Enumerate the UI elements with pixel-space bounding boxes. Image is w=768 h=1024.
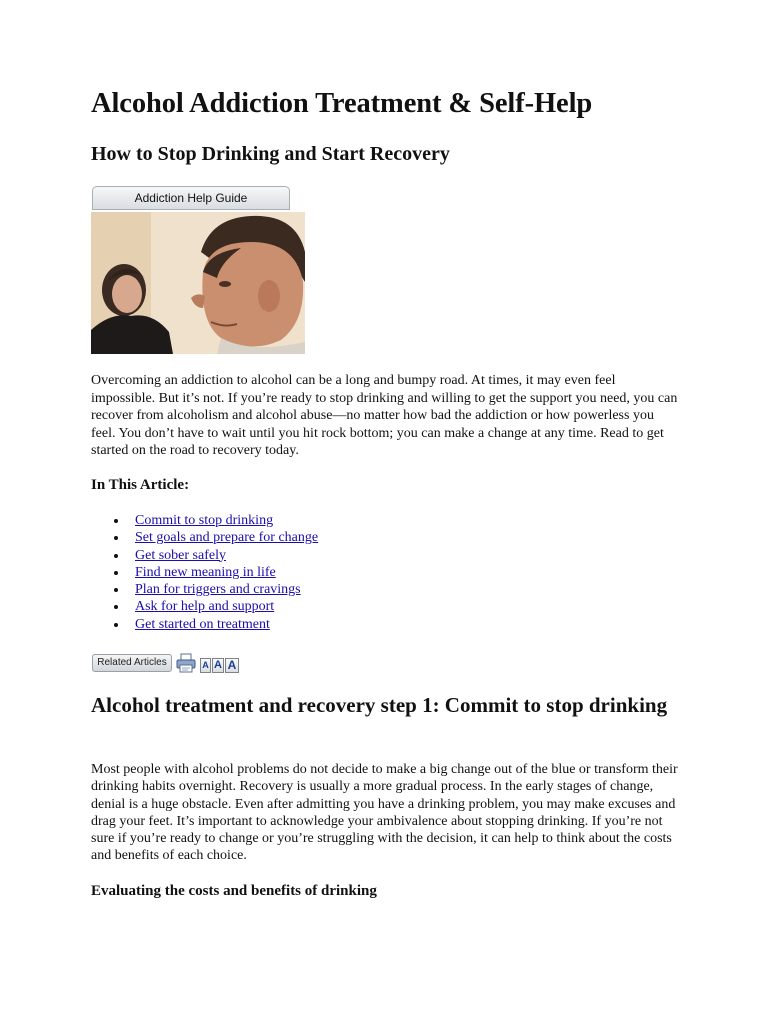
guide-tab[interactable]: Addiction Help Guide bbox=[92, 186, 290, 210]
list-item bbox=[91, 616, 318, 633]
costs-benefits-heading: Evaluating the costs and benefits of drinking bbox=[91, 883, 377, 899]
printer-icon[interactable] bbox=[175, 653, 197, 673]
list-item bbox=[91, 581, 318, 598]
article-toolbar bbox=[91, 653, 251, 675]
page-title: Alcohol Addiction Treatment & Self-Help bbox=[91, 88, 593, 119]
toc-link-sober[interactable]: Get sober safely bbox=[135, 547, 226, 563]
step1-paragraph: Most people with alcohol problems do not decide to make a big change out of the blue or transform their drinking habits overnight. Recovery is usually a more gradual process. In the early stages of change, denial is a huge obstacle. Even after admitting you have a drinking problem, you may make excuses and drag your feet. It’s important to acknowledge your ambivalence about stopping drinking. If you’re not sure if you’re ready to change or you’re struggling with the decision, it can help to think about the costs and benefits of each choice. bbox=[91, 762, 678, 864]
list-item bbox=[91, 547, 318, 564]
article-photo bbox=[91, 212, 305, 354]
related-articles-button[interactable]: Related Articles bbox=[92, 654, 172, 672]
toc-link-goals[interactable]: Set goals and prepare for change bbox=[135, 530, 319, 546]
list-item bbox=[91, 512, 318, 529]
toc-link-support[interactable]: Ask for help and support bbox=[135, 599, 275, 615]
intro-paragraph: Overcoming an addiction to alcohol can be a long and bumpy road. At times, it may even feel impossible. But it’s not. If you’re ready to stop drinking and willing to get the support you need, you can recover from alcoholism and alcohol abuse—no matter how bad the addiction or how powerless you feel. You don’t have to wait until you hit rock bottom; you can make a change at any time. Read to get started on the road to recovery today. bbox=[91, 373, 678, 458]
text-size-medium-button[interactable]: A bbox=[212, 658, 224, 673]
list-item bbox=[91, 564, 318, 581]
text-size-small-button[interactable]: A bbox=[200, 658, 211, 673]
toc-link-triggers[interactable]: Plan for triggers and cravings bbox=[135, 582, 301, 598]
text-size-large-button[interactable]: A bbox=[225, 658, 239, 673]
page-subtitle: How to Stop Drinking and Start Recovery bbox=[91, 143, 450, 165]
step1-heading: Alcohol treatment and recovery step 1: Commit to stop drinking bbox=[91, 693, 668, 717]
toc-link-meaning[interactable]: Find new meaning in life bbox=[135, 564, 276, 580]
list-item bbox=[91, 529, 318, 546]
list-item bbox=[91, 598, 318, 615]
toc-link-treatment[interactable]: Get started on treatment bbox=[135, 616, 270, 632]
toc-heading: In This Article: bbox=[91, 477, 190, 493]
toc-link-commit[interactable]: Commit to stop drinking bbox=[135, 513, 274, 528]
toc-list bbox=[91, 512, 318, 633]
